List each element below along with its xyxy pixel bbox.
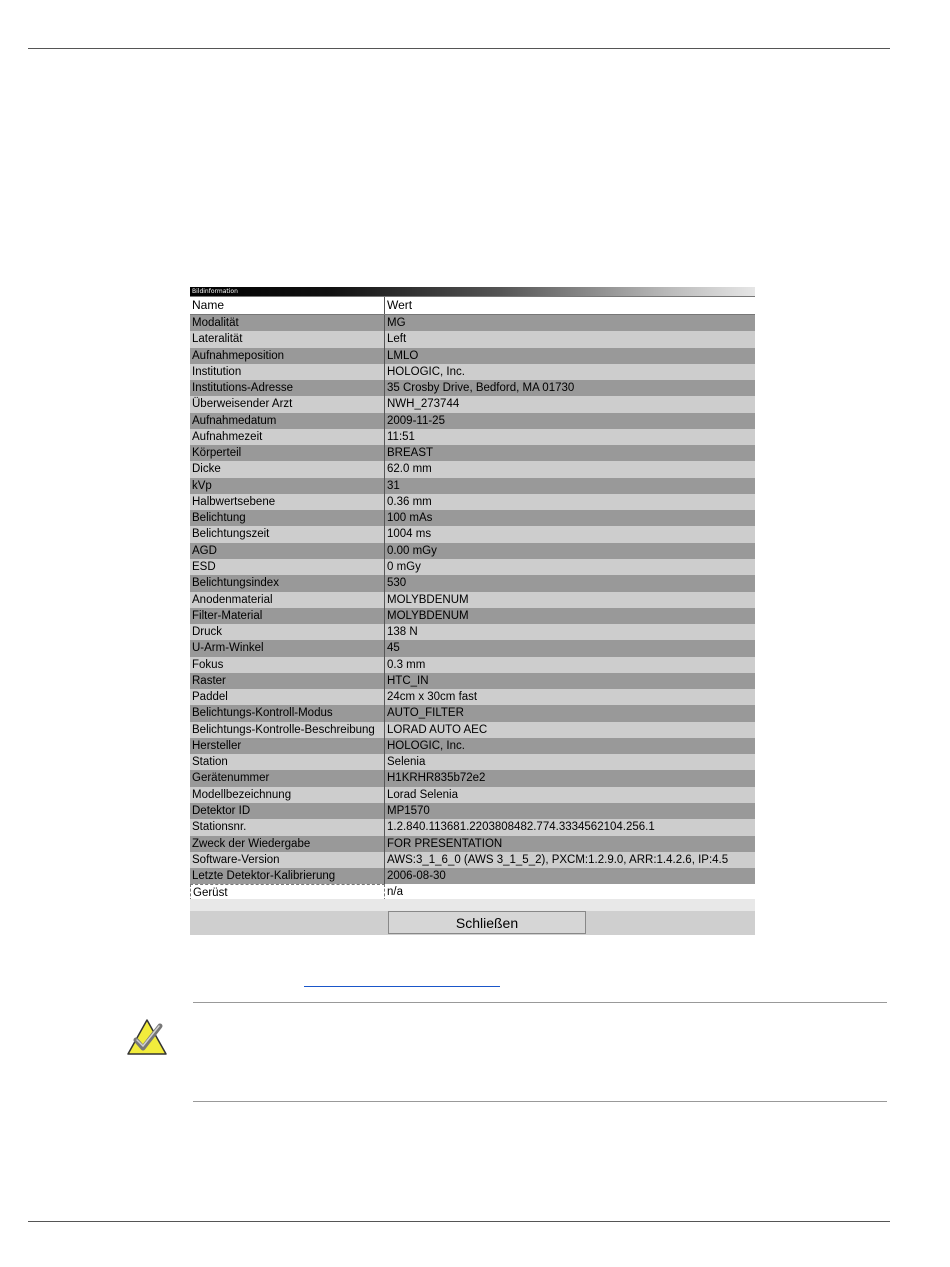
table-row[interactable] — [190, 657, 755, 673]
row-name: U-Arm-Winkel — [190, 640, 385, 656]
row-value: 2006-08-30 — [387, 870, 446, 883]
table-row[interactable] — [190, 543, 755, 559]
header-rule — [28, 48, 890, 49]
table-row[interactable] — [190, 738, 755, 754]
row-name: Hersteller — [190, 738, 385, 754]
table-row[interactable] — [190, 689, 755, 705]
checkmark-note-icon — [126, 1018, 168, 1056]
table-row[interactable] — [190, 559, 755, 575]
row-name: Körperteil — [190, 445, 385, 461]
table-row[interactable] — [190, 624, 755, 640]
row-value: 2009-11-25 — [387, 414, 445, 427]
table-row[interactable] — [190, 803, 755, 819]
table-empty-area — [190, 899, 755, 911]
row-name: Zweck der Wiedergabe — [190, 836, 385, 852]
table-row[interactable] — [190, 364, 755, 380]
row-value: H1KRHR835b72e2 — [387, 772, 486, 785]
table-row[interactable] — [190, 445, 755, 461]
footer-rule — [28, 1221, 890, 1222]
row-name: Software-Version — [190, 852, 385, 868]
row-name: Gerätenummer — [190, 770, 385, 786]
table-row[interactable] — [190, 787, 755, 803]
table-row[interactable] — [190, 478, 755, 494]
table-row[interactable] — [190, 836, 755, 852]
row-value: LMLO — [387, 349, 419, 362]
row-name: Druck — [190, 624, 385, 640]
row-value: MOLYBDENUM — [387, 609, 469, 622]
table-row[interactable] — [190, 494, 755, 510]
table-row[interactable] — [190, 754, 755, 770]
table-row[interactable] — [190, 673, 755, 689]
row-name: Aufnahmedatum — [190, 413, 385, 429]
row-name: Institution — [190, 364, 385, 380]
row-value: HOLOGIC, Inc. — [387, 739, 465, 752]
row-name: Belichtungsindex — [190, 575, 385, 591]
row-name: Gerüst — [190, 884, 385, 900]
row-name: Anodenmaterial — [190, 592, 385, 608]
row-value: 0.00 mGy — [387, 544, 437, 557]
row-value: 0 mGy — [387, 560, 421, 573]
table-row[interactable] — [190, 315, 755, 331]
dialog-title: Bildinformation — [192, 288, 238, 295]
row-name: Belichtungs-Kontroll-Modus — [190, 705, 385, 721]
row-value: MOLYBDENUM — [387, 593, 469, 606]
row-value: 100 mAs — [387, 512, 433, 525]
row-name: Station — [190, 754, 385, 770]
dialog-footer — [190, 911, 755, 935]
row-value: 11:51 — [387, 430, 415, 443]
row-name: Stationsnr. — [190, 819, 385, 835]
column-header-name[interactable]: Name — [190, 297, 385, 314]
row-name: AGD — [190, 543, 385, 559]
row-name: kVp — [190, 478, 385, 494]
row-value: NWH_273744 — [387, 398, 460, 411]
row-value: 1004 ms — [387, 528, 432, 541]
table-row[interactable] — [190, 380, 755, 396]
row-name: Belichtungs-Kontrolle-Beschreibung — [190, 722, 385, 738]
row-name: Paddel — [190, 689, 385, 705]
table-row[interactable] — [190, 526, 755, 542]
row-name: Fokus — [190, 657, 385, 673]
row-value: AWS:3_1_6_0 (AWS 3_1_5_2), PXCM:1.2.9.0, ARR:1.4.2.6, IP:4.5 — [387, 853, 729, 866]
table-header — [190, 297, 755, 315]
row-name: Letzte Detektor-Kalibrierung — [190, 868, 385, 884]
row-value: 62.0 mm — [387, 463, 432, 476]
row-value: 31 — [387, 479, 400, 492]
row-value: LORAD AUTO AEC — [387, 723, 488, 736]
note-rule-bottom — [193, 1101, 887, 1102]
row-value: 45 — [387, 642, 400, 655]
row-name: Dicke — [190, 461, 385, 477]
table-row[interactable] — [190, 592, 755, 608]
row-value: 0.3 mm — [387, 658, 426, 671]
row-value: 35 Crosby Drive, Bedford, MA 01730 — [387, 382, 575, 395]
row-value: 24cm x 30cm fast — [387, 691, 478, 704]
row-value: n/a — [387, 886, 403, 899]
column-header-value[interactable]: Wert — [387, 298, 413, 312]
table-row[interactable] — [190, 348, 755, 364]
row-name: Lateralität — [190, 331, 385, 347]
row-name: Belichtungszeit — [190, 526, 385, 542]
table-row[interactable] — [190, 640, 755, 656]
table-row[interactable] — [190, 575, 755, 591]
row-value: HOLOGIC, Inc. — [387, 365, 465, 378]
table-row[interactable] — [190, 819, 755, 835]
row-name: Detektor ID — [190, 803, 385, 819]
info-table — [190, 296, 755, 901]
row-value: BREAST — [387, 447, 434, 460]
table-row[interactable] — [190, 722, 755, 738]
row-name: Filter-Material — [190, 608, 385, 624]
row-name: Modalität — [190, 315, 385, 331]
table-row[interactable] — [190, 331, 755, 347]
row-value: 1.2.840.113681.2203808482.774.3334562104.256.1 — [387, 821, 655, 834]
row-name: Überweisender Arzt — [190, 396, 385, 412]
row-name: Institutions-Adresse — [190, 380, 385, 396]
dialog-titlebar — [190, 287, 755, 296]
row-name: Belichtung — [190, 510, 385, 526]
note-rule-top — [193, 1002, 887, 1003]
row-value: 530 — [387, 577, 407, 590]
row-value: Lorad Selenia — [387, 788, 458, 801]
table-row[interactable] — [190, 770, 755, 786]
table-row[interactable] — [190, 705, 755, 721]
row-value: FOR PRESENTATION — [387, 837, 503, 850]
close-button[interactable]: Schließen — [388, 911, 586, 934]
table-row[interactable] — [190, 396, 755, 412]
row-value: AUTO_FILTER — [387, 707, 464, 720]
row-value: 0.36 mm — [387, 495, 432, 508]
row-name: Aufnahmeposition — [190, 348, 385, 364]
hyperlink-underline[interactable] — [304, 986, 500, 987]
row-name: Aufnahmezeit — [190, 429, 385, 445]
row-value: 138 N — [387, 626, 418, 639]
table-row[interactable] — [190, 413, 755, 429]
row-value: Selenia — [387, 756, 426, 769]
row-value: MG — [387, 317, 406, 329]
table-row[interactable] — [190, 868, 755, 884]
table-row[interactable] — [190, 510, 755, 526]
image-info-dialog — [190, 287, 755, 935]
table-row[interactable] — [190, 461, 755, 477]
table-row[interactable] — [190, 608, 755, 624]
table-row[interactable] — [190, 852, 755, 868]
row-name: Raster — [190, 673, 385, 689]
row-name: Modellbezeichnung — [190, 787, 385, 803]
row-name: Halbwertsebene — [190, 494, 385, 510]
row-value: HTC_IN — [387, 674, 429, 687]
row-value: MP1570 — [387, 804, 430, 817]
table-row[interactable] — [190, 429, 755, 445]
row-value: Left — [387, 333, 407, 346]
row-name: ESD — [190, 559, 385, 575]
